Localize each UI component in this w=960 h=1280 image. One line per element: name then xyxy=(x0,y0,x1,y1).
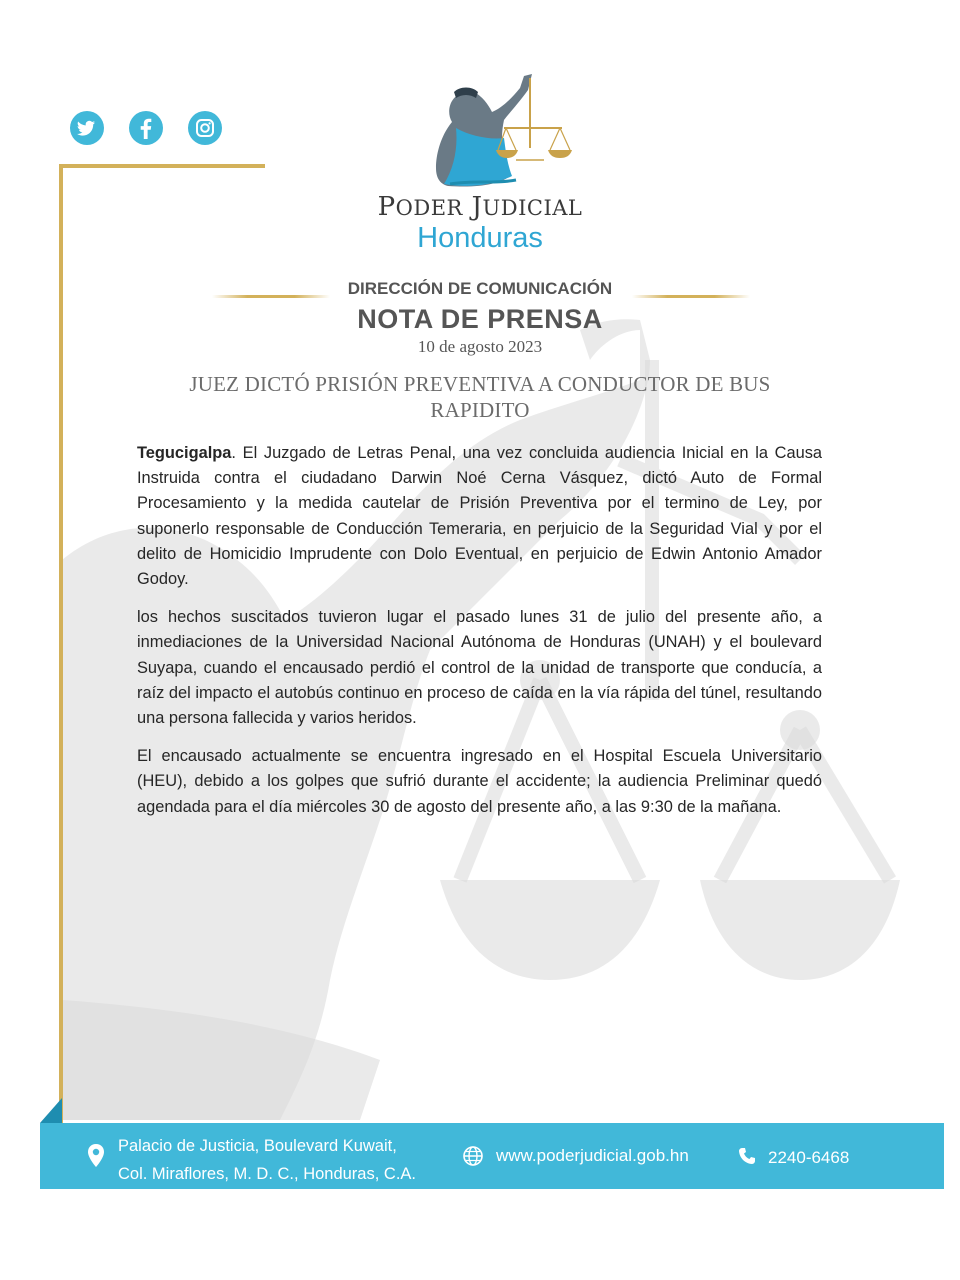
dateline: Tegucigalpa xyxy=(137,444,232,462)
paragraph-2: los hechos suscitados tuvieron lugar el pasado lunes 31 de julio del presente año, a inmediaciones de la Universidad Nacional Autónoma de Honduras (UNAH) y el boulevard Suyapa, cuando el encausado perdió el control de la unidad de transporte que conducía, a raíz del impacto el autobús continuo en proceso de caída en la vía rápida del túnel, resultando una persona fallecida y varios heridos. xyxy=(137,608,822,728)
facebook-icon[interactable] xyxy=(129,111,163,145)
phone-number: 2240-6468 xyxy=(768,1148,850,1167)
website-link[interactable]: www.poderjudicial.gob.hn xyxy=(496,1146,689,1165)
twitter-icon[interactable] xyxy=(70,111,104,145)
frame-left-line xyxy=(59,164,63,1124)
frame-top-line xyxy=(59,164,265,168)
headline xyxy=(150,371,810,423)
location-pin-icon xyxy=(86,1143,106,1169)
press-body xyxy=(137,441,822,833)
footer-bar xyxy=(40,1123,944,1189)
address xyxy=(118,1132,416,1188)
press-date: 10 de agosto 2023 xyxy=(417,337,543,356)
poder-judicial-logo xyxy=(420,68,580,192)
org-name: PODER JUDICIAL xyxy=(377,192,583,222)
phone-icon xyxy=(738,1147,756,1165)
headline-line-1: JUEZ DICTÓ PRISIÓN PREVENTIVA A CONDUCTOR DE BUS xyxy=(189,372,771,396)
paragraph-3: El encausado actualmente se encuentra ingresado en el Hospital Escuela Universitario (HEU), debido a los golpes que sufrió durante el accidente; la audiencia Preliminar quedó agendada para el día miércoles 30 de agosto del presente año, a las 9:30 de la mañana. xyxy=(137,747,822,816)
document-type-title: NOTA DE PRENSA xyxy=(357,304,603,334)
address-line-2: Col. Miraflores, M. D. C., Honduras, C.A. xyxy=(118,1165,416,1183)
instagram-icon[interactable] xyxy=(188,111,222,145)
org-country: Honduras xyxy=(417,222,543,254)
address-line-1: Palacio de Justicia, Boulevard Kuwait, xyxy=(118,1137,397,1155)
footer-tab-accent xyxy=(40,1098,62,1123)
headline-line-2: RAPIDITO xyxy=(430,398,530,422)
globe-icon xyxy=(462,1145,484,1167)
paragraph-1: Tegucigalpa. El Juzgado de Letras Penal, una vez concluida audiencia Inicial en la Causa Instruida contra el ciudadano Darwin Noé Cerna Vásquez, dictó Auto de Formal Procesamiento y la medida cautelar de Prisión Preventiva por el termino de Ley, por suponerlo responsable de Conducción Temeraria, en perjuicio de la Seguridad Vial y por el delito de Homicidio Imprudente con Dolo Eventual, en perjuicio de Edwin Antonio Amador Godoy. xyxy=(137,444,822,589)
department-label: DIRECCIÓN DE COMUNICACIÓN xyxy=(347,279,613,298)
